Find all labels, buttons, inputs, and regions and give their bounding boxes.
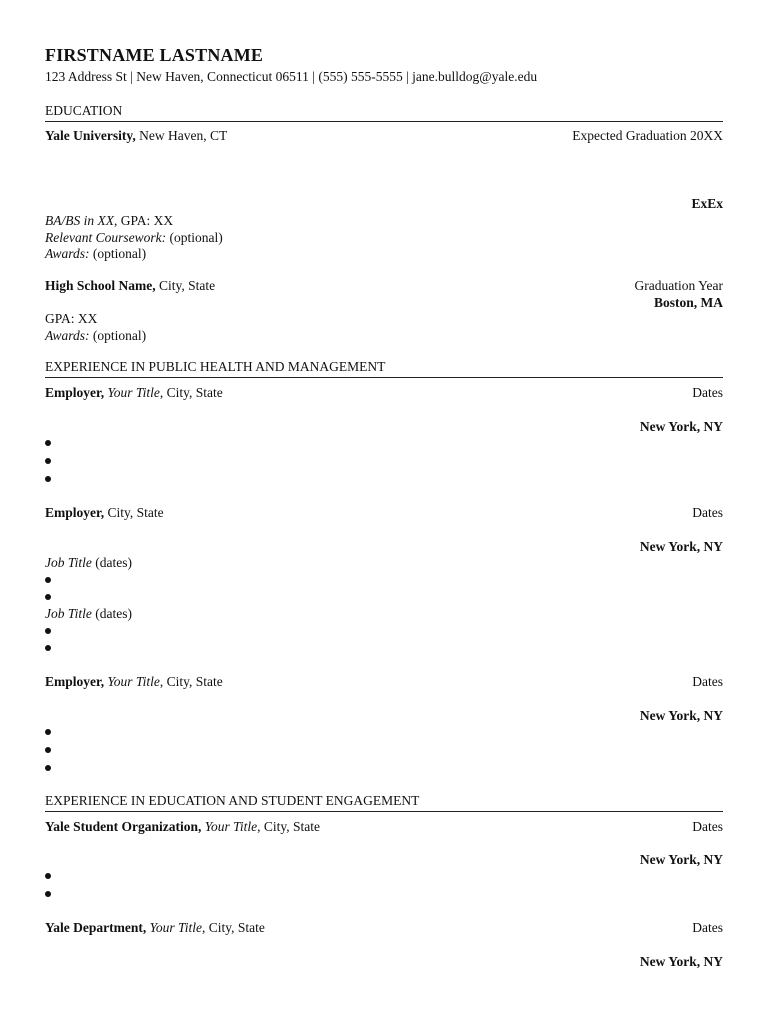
job2-location: City, State bbox=[104, 505, 164, 520]
org-bullet bbox=[45, 873, 51, 879]
job3-bullet bbox=[45, 747, 51, 753]
highschool-school-line bbox=[45, 277, 215, 294]
resume-page bbox=[45, 0, 723, 1024]
job1-place: New York, NY bbox=[639, 419, 723, 434]
resume-name: FIRSTNAME LASTNAME bbox=[45, 45, 264, 65]
org-employer: Yale Student Organization, bbox=[45, 819, 202, 834]
yale-degree-line bbox=[45, 212, 723, 229]
job3-place: New York, NY bbox=[639, 708, 723, 723]
yale-school-line bbox=[45, 127, 227, 144]
yale-coursework-label: Relevant Coursework: bbox=[45, 230, 167, 245]
job2-role1-dates: (dates) bbox=[91, 555, 132, 570]
dept-location: , City, State bbox=[202, 920, 265, 935]
job2-employer: Employer, bbox=[45, 505, 105, 520]
job1-bullet bbox=[45, 476, 51, 482]
highschool-place: Boston, MA bbox=[653, 295, 723, 310]
contact-line: 123 Address St | New Haven, Connecticut 06511 | (555) 555-5555 | jane.bulldog@yale.edu bbox=[45, 69, 538, 84]
job2-row bbox=[45, 504, 723, 521]
education-yale-row bbox=[45, 127, 723, 144]
dept-place: New York, NY bbox=[639, 954, 723, 969]
org-place: New York, NY bbox=[639, 852, 723, 867]
org-bullet bbox=[45, 891, 51, 897]
job3-row bbox=[45, 673, 723, 690]
highschool-gpa: GPA: XX bbox=[45, 311, 98, 326]
job2-bullet bbox=[45, 577, 51, 583]
job3-dates: Dates bbox=[692, 674, 723, 689]
job2-role2-line bbox=[45, 605, 723, 622]
dept-line bbox=[45, 919, 265, 936]
yale-location: New Haven, CT bbox=[135, 128, 228, 143]
highschool-awards-label: Awards: bbox=[45, 328, 90, 343]
section-header-student-engagement: EXPERIENCE IN EDUCATION AND STUDENT ENGAGEMENT bbox=[45, 792, 723, 812]
org-dates: Dates bbox=[692, 819, 723, 834]
job2-bullet bbox=[45, 628, 51, 634]
job1-title: Your Title bbox=[107, 385, 160, 400]
job1-bullet bbox=[45, 458, 51, 464]
job3-bullet bbox=[45, 729, 51, 735]
job3-line bbox=[45, 673, 223, 690]
job1-line bbox=[45, 384, 223, 401]
yale-awards-value: (optional) bbox=[89, 246, 147, 261]
yale-coursework-value: (optional) bbox=[166, 230, 223, 245]
job1-employer: Employer, bbox=[45, 385, 105, 400]
org-title: Your Title bbox=[204, 819, 258, 834]
yale-degree: BA/BS in XX bbox=[45, 213, 114, 228]
yale-gpa: , GPA: XX bbox=[113, 213, 174, 228]
highschool-location: City, State bbox=[155, 278, 216, 293]
dept-employer: Yale Department, bbox=[45, 920, 147, 935]
yale-awards-line bbox=[45, 245, 723, 262]
job1-dates: Dates bbox=[692, 385, 723, 400]
education-highschool-row bbox=[45, 277, 723, 294]
section-header-public-health: EXPERIENCE IN PUBLIC HEALTH AND MANAGEMENT bbox=[45, 358, 723, 378]
org-line bbox=[45, 818, 320, 835]
job2-bullet bbox=[45, 645, 51, 651]
yale-awards-label: Awards: bbox=[45, 246, 90, 261]
job1-location: , City, State bbox=[159, 385, 223, 400]
job2-role1-title: Job Title bbox=[45, 555, 92, 570]
job3-title: Your Title bbox=[107, 674, 160, 689]
dept-title: Your Title bbox=[149, 920, 203, 935]
job3-bullet bbox=[45, 765, 51, 771]
highschool-awards-line bbox=[45, 327, 723, 344]
highschool-graduation-year: Graduation Year bbox=[634, 278, 723, 293]
dept-dates: Dates bbox=[692, 920, 723, 935]
highschool-awards-value: (optional) bbox=[89, 328, 147, 343]
org-row bbox=[45, 818, 723, 835]
yale-school-name: Yale University, bbox=[45, 128, 136, 143]
org-location: , City, State bbox=[257, 819, 321, 834]
highschool-name: High School Name, bbox=[45, 278, 156, 293]
job2-place: New York, NY bbox=[639, 539, 723, 554]
yale-extra-label: ExEx bbox=[691, 196, 723, 211]
dept-row bbox=[45, 919, 723, 936]
job3-location: , City, State bbox=[159, 674, 223, 689]
job2-role2-title: Job Title bbox=[45, 606, 92, 621]
yale-coursework-line bbox=[45, 229, 723, 246]
job2-role1-line bbox=[45, 554, 723, 571]
yale-graduation-date: Expected Graduation 20XX bbox=[572, 128, 723, 143]
job2-dates: Dates bbox=[692, 505, 723, 520]
job3-employer: Employer, bbox=[45, 674, 105, 689]
job2-line bbox=[45, 504, 164, 521]
section-header-education: EDUCATION bbox=[45, 102, 723, 122]
job2-role2-dates: (dates) bbox=[91, 606, 132, 621]
job1-row bbox=[45, 384, 723, 401]
job2-bullet bbox=[45, 594, 51, 600]
job1-bullet bbox=[45, 440, 51, 446]
